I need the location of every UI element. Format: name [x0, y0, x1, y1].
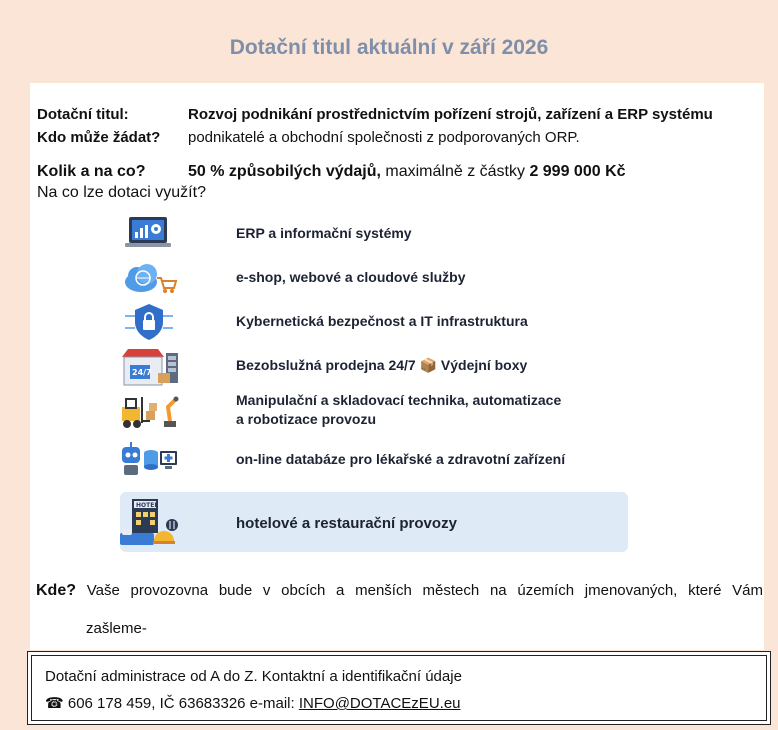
phone-icon: ☎: [45, 695, 64, 712]
use-label-handling: [236, 391, 561, 429]
contact-box-inner: [31, 655, 767, 721]
how-label: Kolik a na co?: [37, 163, 146, 180]
use-label-handling-line1: Manipulační a skladovací technika, automatizace: [236, 392, 562, 408]
contact-details: 606 178 459, IČ 63683326 e-mail:: [63, 695, 299, 712]
use-label-handling-line2: a robotizace provozu: [236, 411, 377, 427]
how-value: [188, 163, 626, 181]
shield-lock-icon: [118, 301, 180, 343]
use-label-store: Bezobslužná prodejna 24/7 📦 Výdejní boxy: [236, 357, 528, 373]
use-label: Na co lze dotaci využít?: [37, 184, 206, 201]
contact-line1: Dotační administrace od A do Z. Kontaktní a identifikační údaje: [45, 668, 462, 685]
robot-database-icon: [118, 439, 180, 481]
how-amount: 2 999 000 Kč: [529, 163, 626, 180]
list-item: [118, 495, 457, 551]
contact-box: [27, 651, 771, 725]
contact-line2: [45, 694, 461, 712]
use-label-database: on-line databáze pro lékařské a zdravotní zařízení: [236, 451, 566, 467]
list-item: [118, 439, 566, 481]
svg-text:24/7: 24/7: [132, 368, 152, 377]
store-24-7-icon: [118, 345, 180, 387]
how-text: maximálně z částky: [380, 163, 530, 180]
list-item: [118, 301, 528, 343]
list-item: [118, 257, 466, 299]
forklift-robot-icon: [118, 389, 180, 431]
svg-text:HOTEL: HOTEL: [136, 502, 159, 509]
who-value: podnikatelé a obchodní společnosti z podporovaných ORP.: [188, 129, 580, 146]
use-label-erp: ERP a informační systémy: [236, 225, 412, 241]
who-label: Kdo může žádat?: [37, 129, 161, 146]
where-text: Vaše provozovna bude v obcích a menších městech na územích jmenovaných, které Vám: [86, 582, 763, 599]
cloud-cart-icon: [118, 257, 180, 299]
use-label-security: Kybernetická bezpečnost a IT infrastruktura: [236, 313, 528, 329]
where-label: Kde?: [36, 582, 76, 599]
email-link[interactable]: INFO@DOTACEzEU.eu: [298, 695, 461, 712]
list-item: [118, 213, 412, 255]
how-percent: 50 % způsobilých výdajů,: [188, 163, 381, 180]
where-paragraph: [36, 582, 763, 600]
page-title: Dotační titul aktuální v září 2026: [229, 36, 549, 59]
subsidy-title-label: Dotační titul:: [37, 106, 129, 123]
list-item: [118, 389, 562, 431]
laptop-chart-icon: [118, 213, 180, 255]
info-card: [30, 83, 764, 650]
where-text-continued: zašleme-: [86, 620, 147, 637]
use-label-hotel: hotelové a restaurační provozy: [236, 515, 457, 532]
hotel-restaurant-icon: [118, 495, 180, 551]
use-label-eshop: e-shop, webové a cloudové služby: [236, 269, 466, 285]
subsidy-title-value: Rozvoj podnikání prostřednictvím pořízení strojů, zařízení a ERP systému: [188, 106, 713, 123]
list-item: [118, 345, 528, 387]
